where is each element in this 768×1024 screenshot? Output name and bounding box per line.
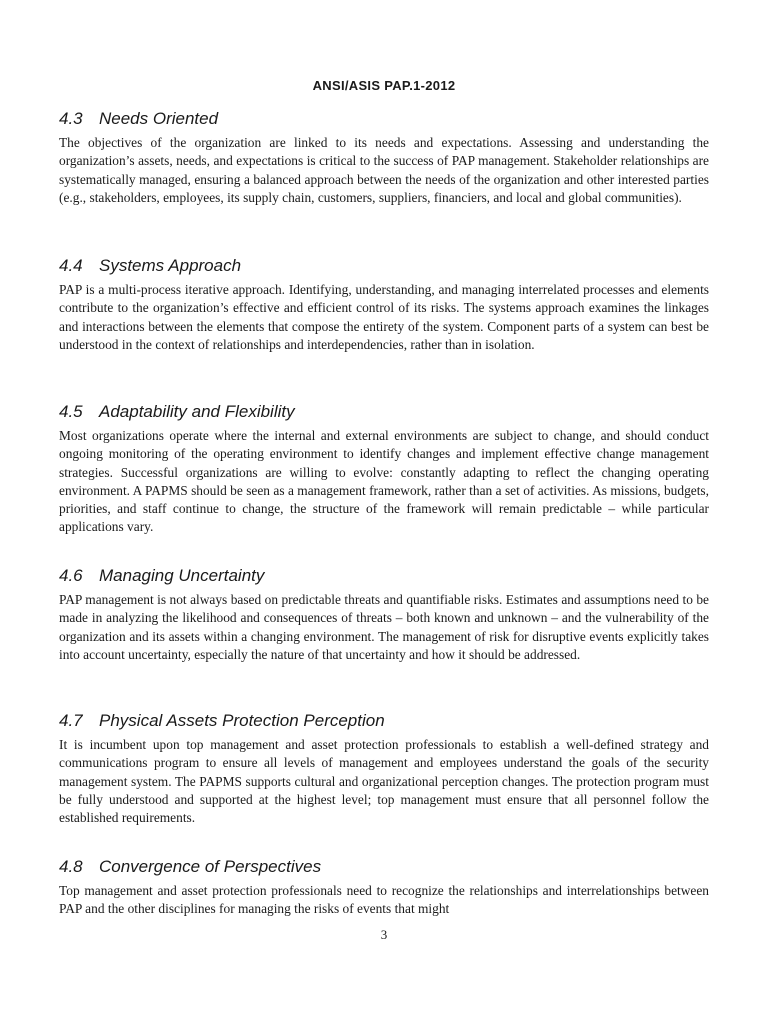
section-4-3 [59, 109, 709, 207]
section-body: The objectives of the organization are linked to its needs and expectations. Assessing and understanding the organization’s assets, needs, and expectations is critical to the success of PAP management. Stakeholder relationships are systematically managed, ensuring a balanced approach between the needs of the organization and other interested parties (e.g., stakeholders, employees, its supply chain, customers, suppliers, financiers, and local and global communities). [59, 135, 709, 205]
section-4-7 [59, 711, 709, 827]
section-4-8 [59, 857, 709, 919]
section-number: 4.4 [59, 256, 83, 275]
section-number: 4.5 [59, 402, 83, 421]
section-heading [59, 256, 709, 276]
section-heading [59, 566, 709, 586]
section-title: Managing Uncertainty [99, 566, 265, 585]
section-number: 4.7 [59, 711, 83, 730]
section-heading [59, 857, 709, 877]
section-number: 4.6 [59, 566, 83, 585]
section-body: Most organizations operate where the internal and external environments are subject to change, and should conduct ongoing monitoring of the operating environment to identify changes and implement effective change management strategies. Successful organizations are willing to evolve: constantly adapting to reflect the changing operating environment. A PAPMS should be seen as a management framework, rather than a set of activities. As missions, budgets, priorities, and staff continue to change, the structure of the framework will remain predictable – while particular applications vary. [59, 428, 709, 535]
section-4-6 [59, 566, 709, 664]
page-number: 3 [380, 927, 388, 942]
section-body: Top management and asset protection professionals need to recognize the relationships and interrelationships between PAP and the other disciplines for managing the risks of events that might [59, 883, 709, 917]
section-number: 4.3 [59, 109, 83, 128]
section-heading [59, 402, 709, 422]
section-title: Systems Approach [99, 256, 242, 275]
section-title: Adaptability and Flexibility [99, 402, 295, 421]
section-title: Needs Oriented [99, 109, 219, 128]
section-title: Convergence of Perspectives [99, 857, 322, 876]
section-heading [59, 711, 709, 731]
section-body: PAP management is not always based on predictable threats and quantifiable risks. Estimates and assumptions need to be made in analyzing the likelihood and consequences of threats – both known and unknown – and the vulnerability of the organization and its assets within a changing environment. The management of risk for disruptive events explicitly takes into account uncertainty, especially the nature of that uncertainty and how it should be addressed. [59, 592, 709, 662]
section-4-5 [59, 402, 709, 537]
section-number: 4.8 [59, 857, 83, 876]
page-header: ANSI/ASIS PAP.1-2012 [312, 78, 456, 93]
section-body: It is incumbent upon top management and asset protection professionals to establish a well-defined strategy and communications program to ensure all levels of management and employees understand the goals of the security management system. The PAPMS supports cultural and organizational perception changes. The protection program must be fully understood and supported at the highest level; top management must ensure that all personnel follow the established requirements. [59, 737, 709, 826]
section-4-4 [59, 256, 709, 354]
section-body: PAP is a multi-process iterative approach. Identifying, understanding, and managing interrelated processes and elements contribute to the organization’s effective and efficient control of its risks. The systems approach examines the linkages and interactions between the elements that compose the entirety of the system. Component parts of a system can best be understood in the context of relationships and interdependencies, rather than in isolation. [59, 282, 709, 352]
section-heading [59, 109, 709, 129]
section-title: Physical Assets Protection Perception [99, 711, 385, 730]
